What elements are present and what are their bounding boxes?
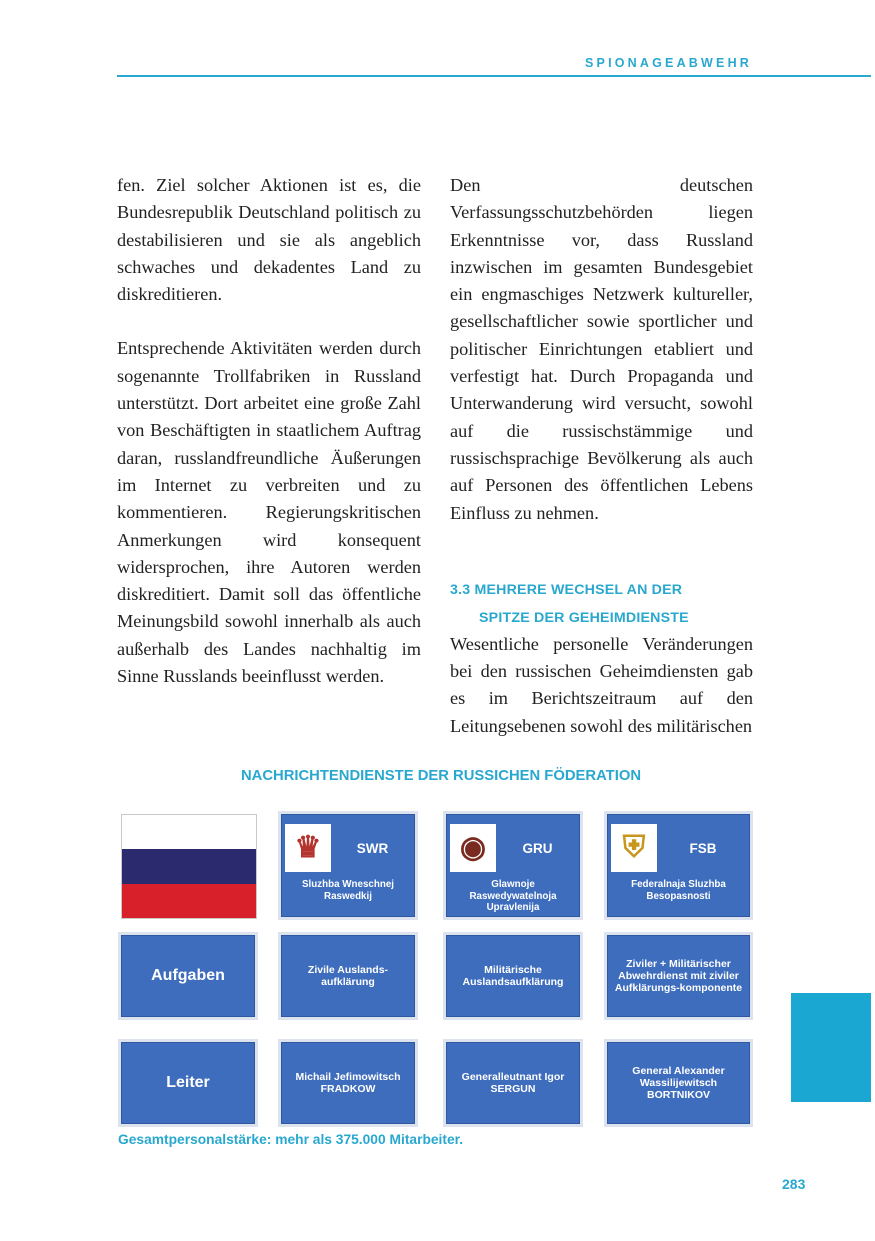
russian-flag: [121, 814, 257, 919]
agency-box-swr: [281, 814, 415, 917]
right-column: [450, 172, 753, 740]
agency-box-fsb: [607, 814, 750, 917]
agency-full-name: Glawnoje Raswedywatelnoja Upravlenija: [469, 879, 557, 913]
figure-title: NACHRICHTENDIENSTE DER RUSSICHEN FÖDERATION: [240, 768, 642, 784]
agency-full-name: Federalnaja Sluzhba Besopasnosti: [631, 879, 726, 902]
row-label-tasks: Aufgaben: [121, 935, 255, 1017]
figure-caption: Gesamtpersonalstärke: mehr als 375.000 Mitarbeiter.: [118, 1132, 464, 1147]
leader-box-gru: Generalleutnant Igor SERGUN: [446, 1042, 580, 1124]
task-box-gru: Militärische Auslandsaufklärung: [446, 935, 580, 1017]
chapter-side-tab: [791, 993, 871, 1102]
agency-full-name: Sluzhba Wneschnej Raswedkij: [302, 879, 394, 902]
agency-acronym: SWR: [356, 840, 389, 856]
leader-box-fsb: General Alexander Wassilijewitsch BORTNIKOV: [607, 1042, 750, 1124]
header-rule: [117, 75, 871, 77]
body-paragraph: Wesentliche personelle Veränderungen bei den russischen Geheimdiensten gab es im Berichtszeitraum auf den Leitungsebenen sowohl des militärischen: [450, 633, 753, 736]
row-label-leader: Leiter: [121, 1042, 255, 1124]
fsb-shield-emblem-icon: ⛨: [611, 824, 657, 872]
flag-stripe-white: [122, 815, 256, 849]
task-box-fsb: Ziviler + Militärischer Abwehrdienst mit ziviler Aufklärungs-komponente: [607, 935, 750, 1017]
running-header-title: SPIONAGEABWEHR: [585, 56, 753, 70]
agency-box-gru: [446, 814, 580, 917]
leader-box-swr: Michail Jefimowitsch FRADKOW: [281, 1042, 415, 1124]
intelligence-services-chart: [116, 808, 756, 1128]
task-box-swr: Zivile Auslands-aufklärung: [281, 935, 415, 1017]
flag-stripe-red: [122, 884, 256, 918]
body-paragraph: Den deutschen Verfassungsschutzbehörden liegen Erkenntnisse vor, dass Russland inzwischen im gesamten Bundesgebiet ein engmaschiges Netzwerk kultureller, gesellschaftlicher sowie sportlicher und politischer Einrichtungen etabliert und verfestigt hat. Durch Propaganda und Unterwanderung wird versucht, sowohl auf die russischstämmige und russischsprachige Bevölkerung als auch auf Personen des öffentlichen Lebens Einfluss zu nehmen.: [450, 175, 753, 523]
body-paragraph: Entsprechende Aktivitäten werden durch sogenannte Trollfabriken in Russland unterstützt. Dort arbeitet eine große Zahl von Beschäftigten in staatlichem Auftrag daran, russlandfreundliche Äußerungen im Internet zu verbreiten und zu kommentieren. Regierungskritischen Anmerkungen wird konsequent widersprochen, ihre Autoren werden diskreditiert. Damit soll das öffentliche Meinungsbild sowohl innerhalb als auch außerhalb des Landes nachhaltig im Sinne Russlands beeinflusst werden.: [117, 338, 421, 687]
agency-acronym: GRU: [522, 840, 553, 856]
body-paragraph: fen. Ziel solcher Aktionen ist es, die Bundesrepublik Deutschland politisch zu destabilisieren und sie als angeblich schwaches und dekadentes Land zu diskreditieren.: [117, 175, 421, 305]
flag-stripe-blue: [122, 849, 256, 883]
page-number: 283: [782, 1176, 806, 1192]
section-heading-line: 3.3 MEHRERE WECHSEL AN DER: [450, 581, 683, 598]
left-column: [117, 172, 421, 690]
section-heading: [450, 576, 753, 632]
gru-round-seal-icon: ◉: [450, 824, 496, 872]
double-headed-eagle-emblem-icon: ♛: [285, 824, 331, 872]
agency-acronym: FSB: [689, 840, 717, 856]
section-heading-line: SPITZE DER GEHEIMDIENSTE: [479, 609, 689, 626]
